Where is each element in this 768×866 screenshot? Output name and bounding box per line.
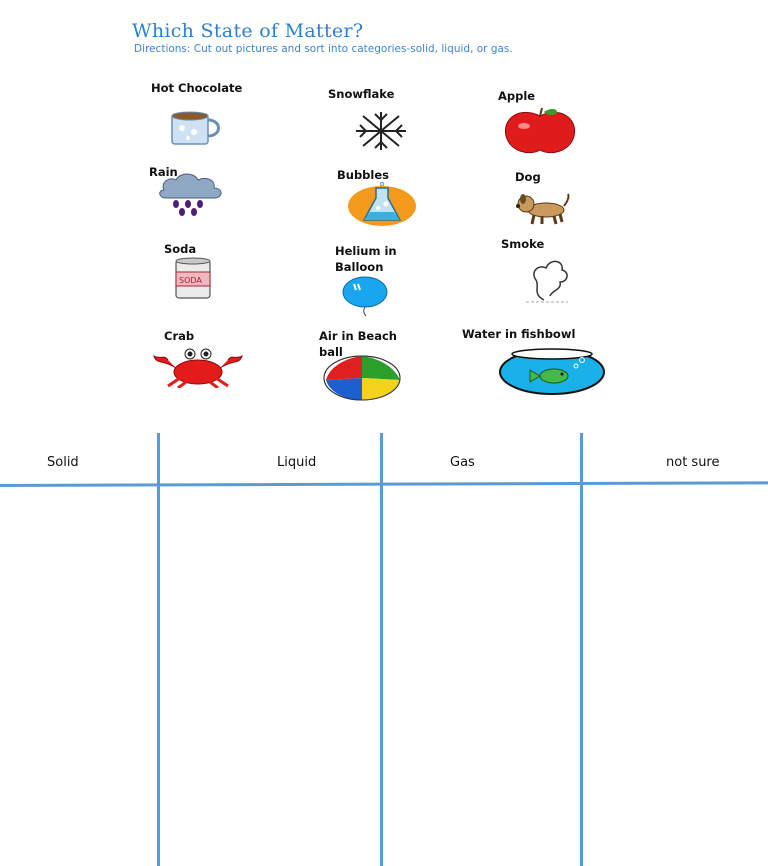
item-label-bubbles: Bubbles xyxy=(337,168,390,182)
item-label-fishbowl: Water in fishbowl xyxy=(462,327,576,341)
worksheet-title: Which State of Matter? xyxy=(132,20,364,42)
item-label-smoke: Smoke xyxy=(501,237,545,251)
snowflake-icon xyxy=(352,110,410,152)
item-label-crab: Crab xyxy=(164,329,195,343)
item-label-beach-ball: Air in Beach ball xyxy=(319,329,397,359)
bubbling-flask-icon xyxy=(346,182,418,228)
fishbowl-icon xyxy=(498,346,608,396)
svg-text:SODA: SODA xyxy=(179,276,202,285)
beach-ball-icon xyxy=(322,354,404,402)
apple-icon xyxy=(500,106,580,156)
item-label-soda: Soda xyxy=(164,242,197,256)
hot-chocolate-mug-icon xyxy=(168,110,228,148)
rain-cloud-icon xyxy=(154,172,226,218)
column-divider-3 xyxy=(580,433,583,866)
column-header-gas: Gas xyxy=(450,455,475,470)
soda-can-icon xyxy=(170,256,216,302)
table-header-divider xyxy=(0,481,768,487)
column-divider-1 xyxy=(157,433,160,866)
smoke-icon xyxy=(522,256,572,304)
item-label-dog: Dog xyxy=(515,170,541,184)
column-header-solid: Solid xyxy=(47,455,79,470)
item-label-snowflake: Snowflake xyxy=(328,87,395,101)
column-divider-2 xyxy=(380,433,383,866)
crab-icon xyxy=(150,346,246,388)
item-label-hot-chocolate: Hot Chocolate xyxy=(151,81,243,95)
column-header-not-sure: not sure xyxy=(666,455,720,470)
dog-icon xyxy=(514,190,572,226)
balloon-icon xyxy=(342,276,390,318)
column-header-liquid: Liquid xyxy=(277,455,317,470)
item-label-helium-balloon: Helium in Balloon xyxy=(335,244,397,274)
worksheet-directions: Directions: Cut out pictures and sort into categories-solid, liquid, or gas. xyxy=(134,43,513,55)
item-label-apple: Apple xyxy=(498,89,536,103)
item-label-rain: Rain xyxy=(149,165,178,179)
